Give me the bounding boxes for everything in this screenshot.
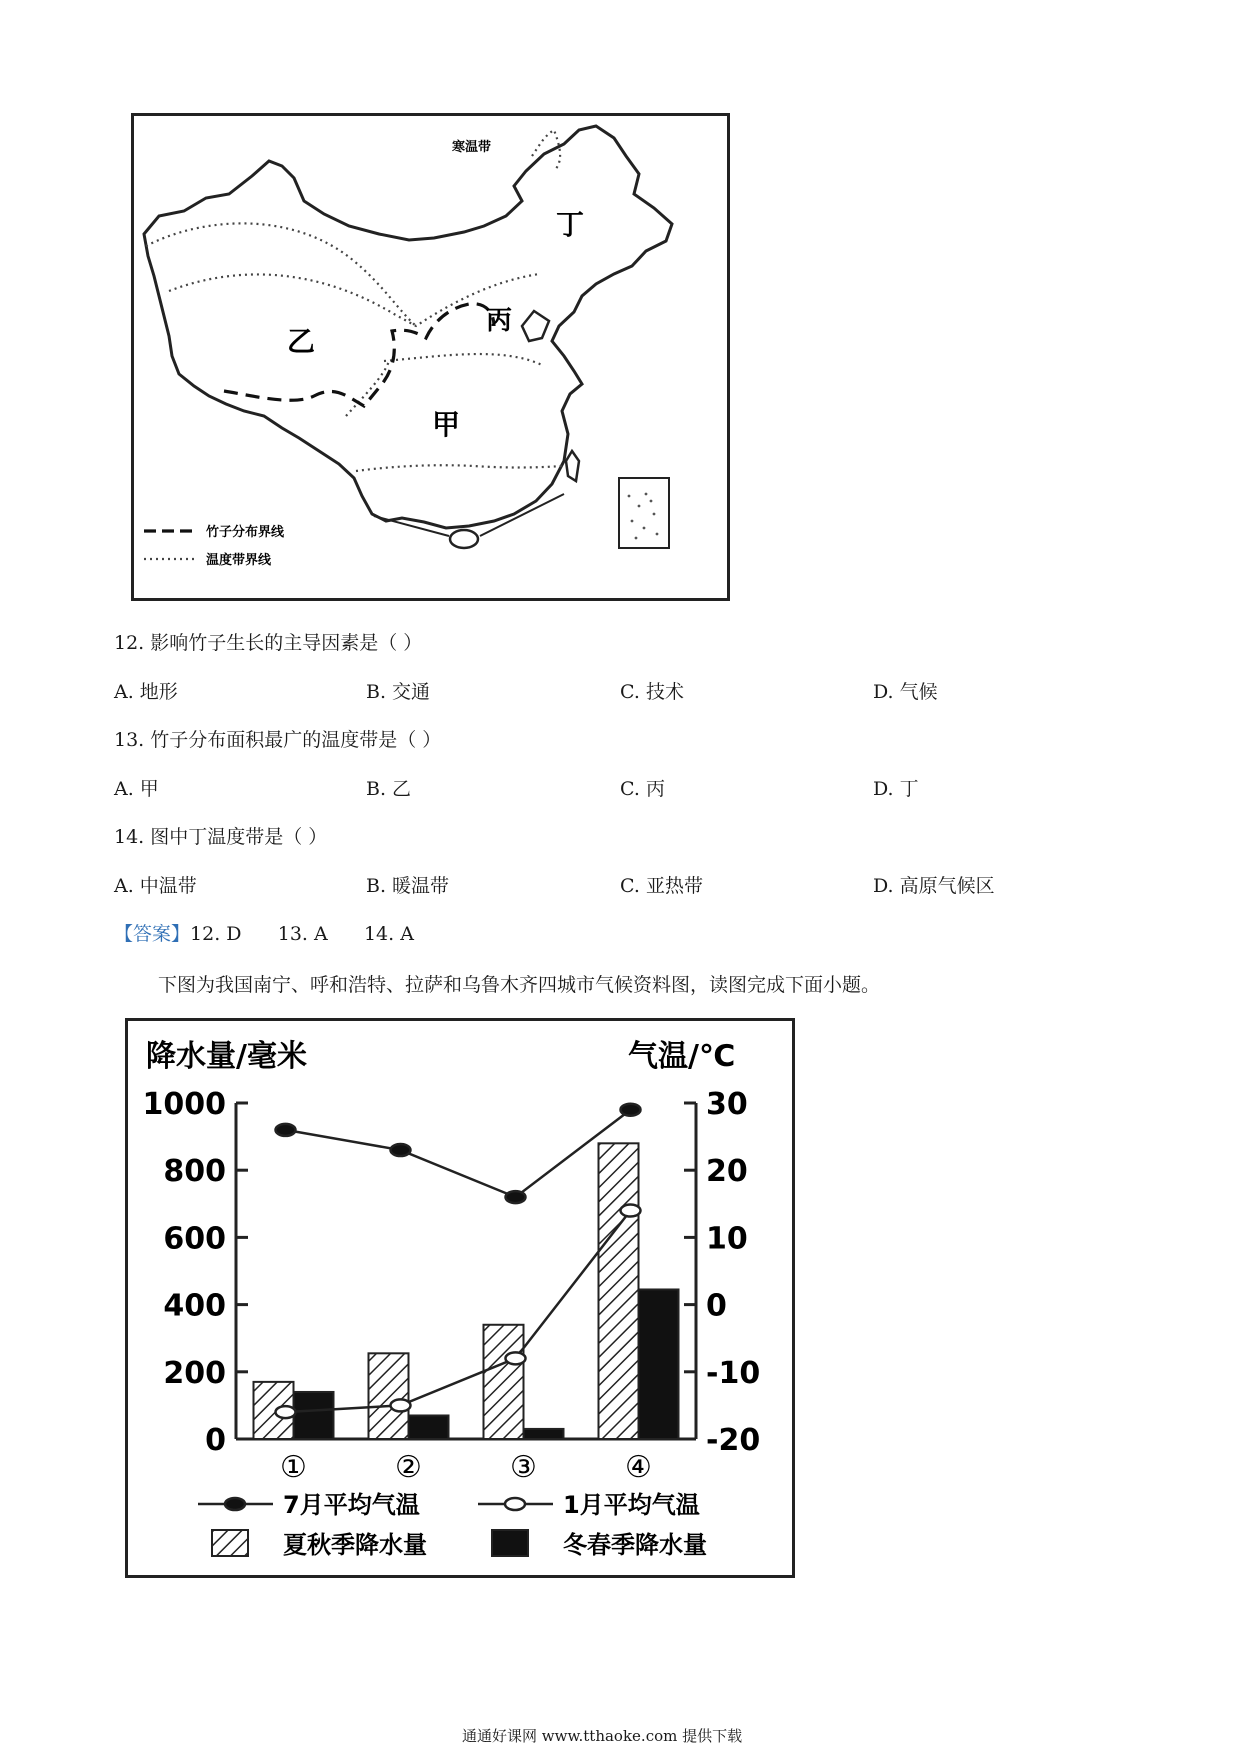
left-tick-label: 400 bbox=[163, 1288, 226, 1324]
temperature-zone-map bbox=[131, 113, 730, 601]
q13-option-c[interactable]: C. 丙 bbox=[620, 778, 665, 800]
right-tick-label: -20 bbox=[706, 1423, 761, 1458]
bar-summer-autumn bbox=[369, 1353, 409, 1439]
point-july-temp bbox=[391, 1144, 411, 1156]
right-tick-label: 10 bbox=[706, 1221, 748, 1257]
left-tick-label: 200 bbox=[163, 1355, 226, 1391]
label-jia: 甲 bbox=[432, 408, 461, 441]
question-12-stem: 12. 影响竹子生长的主导因素是（ ） bbox=[114, 632, 423, 654]
hainan-island bbox=[450, 530, 478, 548]
legend-label: 冬春季降水量 bbox=[563, 1531, 707, 1559]
south-sea-line bbox=[480, 494, 564, 536]
question-14-stem: 14. 图中丁温度带是（ ） bbox=[114, 826, 328, 848]
category-label: ④ bbox=[625, 1450, 652, 1485]
point-january-temp bbox=[621, 1205, 641, 1217]
bar-summer-autumn bbox=[599, 1143, 639, 1439]
line-july-temp bbox=[286, 1110, 631, 1197]
left-tick-label: 800 bbox=[163, 1154, 226, 1190]
china-outline bbox=[144, 126, 672, 528]
legend-temp-label: 温度带界线 bbox=[206, 553, 272, 568]
chart-svg bbox=[128, 1021, 792, 1575]
point-july-temp bbox=[276, 1124, 296, 1136]
chart-plot-area bbox=[143, 1087, 761, 1559]
right-tick-label: 30 bbox=[706, 1087, 748, 1122]
label-ding: 丁 bbox=[556, 208, 585, 241]
q12-option-d[interactable]: D. 气候 bbox=[873, 681, 938, 703]
left-axis-label: 降水量/毫米 bbox=[146, 1039, 307, 1074]
q13-option-a[interactable]: A. 甲 bbox=[114, 778, 159, 800]
answer-tag: 【答案】 bbox=[114, 923, 191, 945]
bar-winter-spring bbox=[524, 1429, 564, 1439]
legend-bamboo-label: 竹子分布界线 bbox=[206, 525, 285, 540]
taiwan-island bbox=[566, 451, 579, 481]
category-label: ③ bbox=[510, 1450, 537, 1485]
right-axis-label: 气温/℃ bbox=[628, 1039, 736, 1074]
right-tick-label: 20 bbox=[706, 1154, 748, 1190]
answer-line bbox=[114, 919, 414, 946]
q14-option-a[interactable]: A. 中温带 bbox=[114, 875, 197, 897]
temp-boundaries bbox=[146, 130, 562, 471]
legend-bar-swatch bbox=[212, 1530, 248, 1556]
bar-winter-spring bbox=[294, 1392, 334, 1439]
right-tick-label: 0 bbox=[706, 1288, 727, 1324]
legend-label: 夏秋季降水量 bbox=[283, 1531, 427, 1559]
point-january-temp bbox=[506, 1352, 526, 1364]
label-yi: 乙 bbox=[287, 325, 316, 358]
map-svg bbox=[134, 116, 727, 598]
climate-chart bbox=[125, 1018, 795, 1578]
q14-option-d[interactable]: D. 高原气候区 bbox=[873, 875, 995, 897]
q13-option-b[interactable]: B. 乙 bbox=[366, 778, 412, 800]
legend-bar-swatch bbox=[492, 1530, 528, 1556]
q14-option-c[interactable]: C. 亚热带 bbox=[620, 875, 703, 897]
q12-option-c[interactable]: C. 技术 bbox=[620, 681, 684, 703]
category-label: ② bbox=[395, 1450, 422, 1485]
q12-option-a[interactable]: A. 地形 bbox=[114, 681, 178, 703]
point-january-temp bbox=[276, 1406, 296, 1418]
label-bing: 丙 bbox=[486, 306, 513, 336]
left-tick-label: 1000 bbox=[142, 1087, 226, 1122]
answer-text: 12. D 13. A 14. A bbox=[190, 923, 414, 945]
legend-label: 1月平均气温 bbox=[563, 1491, 700, 1519]
bohai-bay bbox=[522, 311, 549, 341]
point-january-temp bbox=[391, 1399, 411, 1411]
footer-source: 通通好课网 www.tthaoke.com 提供下载 bbox=[462, 1727, 743, 1745]
bar-summer-autumn bbox=[484, 1325, 524, 1439]
south-sea-inset bbox=[619, 478, 669, 548]
right-tick-label: -10 bbox=[706, 1355, 761, 1391]
point-july-temp bbox=[621, 1104, 641, 1116]
question-13-stem: 13. 竹子分布面积最广的温度带是（ ） bbox=[114, 729, 442, 751]
point-july-temp bbox=[506, 1191, 526, 1203]
category-label: ① bbox=[280, 1450, 307, 1485]
left-tick-label: 0 bbox=[205, 1423, 226, 1458]
bar-winter-spring bbox=[409, 1415, 449, 1439]
legend-marker bbox=[225, 1498, 245, 1510]
bar-winter-spring bbox=[639, 1289, 679, 1439]
q13-option-d[interactable]: D. 丁 bbox=[873, 778, 919, 800]
q14-option-b[interactable]: B. 暖温带 bbox=[366, 875, 450, 897]
line-january-temp bbox=[286, 1211, 631, 1413]
chart-intro: 下图为我国南宁、呼和浩特、拉萨和乌鲁木齐四城市气候资料图，读图完成下面小题。 bbox=[158, 974, 881, 996]
legend-label: 7月平均气温 bbox=[283, 1491, 420, 1519]
label-cold-zone: 寒温带 bbox=[452, 140, 492, 155]
left-tick-label: 600 bbox=[163, 1221, 226, 1257]
legend-marker bbox=[505, 1498, 525, 1510]
inset-islands bbox=[628, 493, 659, 540]
q12-option-b[interactable]: B. 交通 bbox=[366, 681, 431, 703]
bamboo-boundary-line bbox=[224, 304, 494, 406]
